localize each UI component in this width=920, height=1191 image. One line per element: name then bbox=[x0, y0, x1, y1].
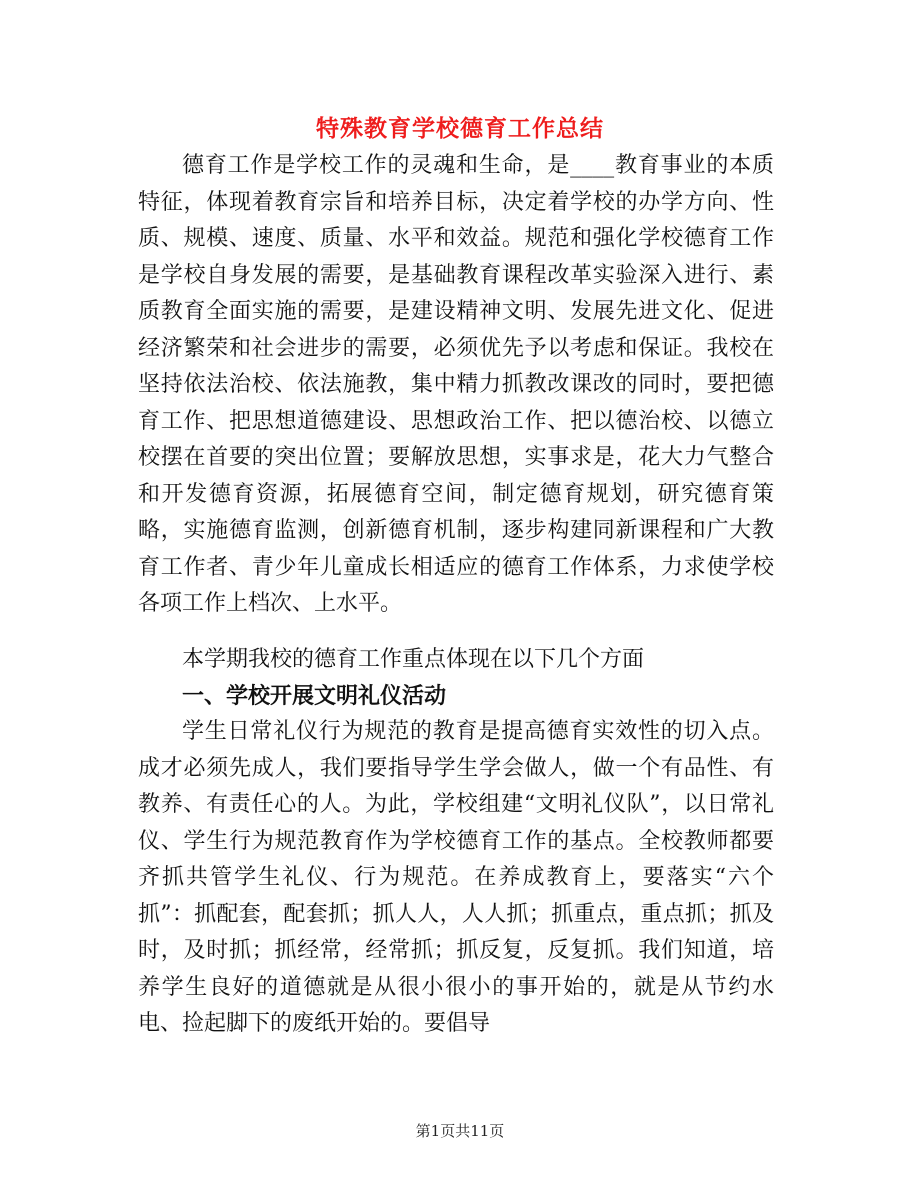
paragraph-etiquette: 学生日常礼仪行为规范的教育是提高德育实效性的切入点。成才必须先成人，我们要指导学生学会做人，做一个有品性、有教养、有责任心的人。为此，学校组建“文明礼仪队”，以日常礼仪、学生行为规范教育作为学校德育工作的基点。全校教师都要齐抓共管学生礼仪、行为规范。在养成教育上，要落实“六个抓”：抓配套，配套抓；抓人人，人人抓；抓重点，重点抓；抓及时，及时抓；抓经常，经常抓；抓反复，反复抓。我们知道，培养学生良好的道德就是从很小很小的事开始的，就是从节约水电、捡起脚下的废纸开始的。要倡导 bbox=[138, 719, 774, 1036]
paragraph-focus-intro: 本学期我校的德育工作重点体现在以下几个方面 bbox=[182, 647, 645, 672]
page-number: 第1页共11页 bbox=[415, 1122, 505, 1140]
paragraph-intro: 德育工作是学校工作的灵魂和生命，是____教育事业的本质特征，体现着教育宗旨和培养目标，决定着学校的办学方向、性质、规模、速度、质量、水平和效益。规范和强化学校德育工作是学校自身发展的需要，是基础教育课程改革实验深入进行、素质教育全面实施的需要，是建设精神文明、发展先进文化、促进经济繁荣和社会进步的需要，必须优先予以考虑和保证。我校在坚持依法治校、依法施教，集中精力抓教改课改的同时，要把德育工作、把思想道德建设、思想政治工作、把以德治校、以德立校摆在首要的突出位置；要解放思想，实事求是，花大力气整合和开发德育资源，拓展德育空间，制定德育规划，研究德育策略，实施德育监测，创新德育机制，逐步构建同新课程和广大教育工作者、青少年儿童成长相适应的德育工作体系，力求使学校各项工作上档次、上水平。 bbox=[138, 153, 774, 616]
document-title: 特殊教育学校德育工作总结 bbox=[316, 115, 604, 142]
section-heading: 一、学校开展文明礼仪活动 bbox=[182, 683, 447, 709]
